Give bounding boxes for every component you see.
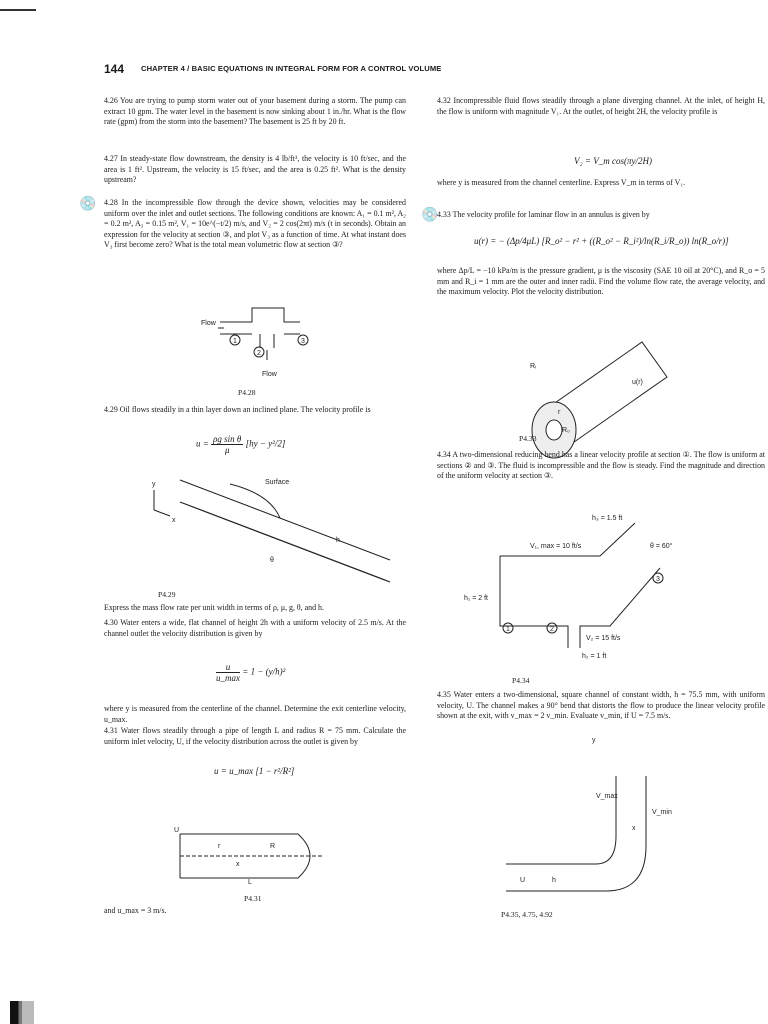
svg-text:L: L	[248, 879, 252, 886]
svg-text:y: y	[592, 737, 596, 744]
svg-text:x: x	[172, 517, 176, 524]
svg-text:θ = 60°: θ = 60°	[650, 543, 673, 550]
problem-4-32-continued: where y is measured from the channel centerline. Express V_m in terms of V₁.	[437, 178, 686, 187]
page-number: 144	[104, 62, 125, 76]
figure-p4-34	[460, 508, 690, 668]
problem-4-33: 4.33 The velocity profile for laminar flow in an annulus is given by	[437, 210, 650, 219]
svg-text:V_max: V_max	[596, 793, 618, 800]
equation-4-30: $\frac{u}{u\_\max}$ = 1 − (y/h)²	[216, 662, 286, 683]
problem-4-30-continued: where y is measured from the centerline of the channel. Determine the exit centerline velocity, u_max.	[104, 704, 406, 724]
problem-4-34: 4.34 A two-dimensional reducing bend has a linear velocity profile at section ①. The flow is uniform at sections ② and ③. The fluid is incompressible and the flow is steady. Find the magnitude and direction of the uniform velocity at section ③.	[437, 450, 765, 481]
fig428-flow-left: Flow	[201, 320, 216, 327]
problem-4-27: 4.27 In steady-state flow downstream, the density is 4 lb/ft³, the velocity is 10 ft/sec, and the area is 1 ft². Upstream, the velocity is 15 ft/sec, and the area is 0.25 ft². What is the density upstream?	[104, 154, 406, 185]
caption-p4-34: P4.34	[512, 676, 530, 685]
fig429-surface: Surface	[265, 479, 290, 486]
figure-p4-29	[150, 470, 400, 580]
problem-4-33-continued: where Δp/L = −10 kPa/m is the pressure gradient, μ is the viscosity (SAE 10 oil at 20°C), and R_o = 5 mm and R_i = 1 mm are the outer and inner radii. Find the volume flow rate, the average velocity, and the maximum velocity. Plot the velocity distribution.	[437, 266, 765, 297]
svg-text:x: x	[632, 825, 636, 832]
svg-text:h: h	[552, 877, 556, 884]
svg-text:U: U	[520, 877, 526, 884]
scan-top-mark	[0, 9, 36, 11]
problem-4-26: 4.26 You are trying to pump storm water out of your basement during a storm. The pump can extract 10 gpm. The water level in the basement is now sinking about 1 in./hr. What is the flow rate (gpm) from the storm into the basement? The basement is 25 ft by 20 ft.	[104, 96, 406, 127]
problem-4-29-continued: Express the mass flow rate per unit width in terms of ρ, μ, g, θ, and h.	[104, 603, 324, 612]
cd-disc-icon-2: 💿	[421, 208, 439, 223]
problem-4-32: 4.32 Incompressible fluid flows steadily through a plane diverging channel. At the inlet, of height H, the flow is uniform with magnitude V₁. At the outlet, of height 2H, the velocity profile is	[437, 96, 765, 116]
fig428-flow-bottom: Flow	[262, 371, 277, 378]
svg-text:h: h	[336, 537, 340, 544]
equation-4-29: u = $\frac{\text{ρg sin θ}}{\mu}$ [hy − y²/2]	[196, 434, 286, 455]
svg-text:U: U	[174, 827, 180, 834]
svg-text:θ: θ	[270, 557, 274, 564]
equation-4-32: V₂ = V_m cos(πy/2H)	[574, 156, 652, 166]
figure-p4-31	[172, 826, 332, 886]
page-header	[104, 62, 704, 80]
svg-text:2: 2	[550, 626, 554, 633]
problem-4-31: 4.31 Water flows steadily through a pipe of length L and radius R = 75 mm. Calculate the uniform inlet velocity, U, if the velocity distribution across the outlet is given by	[104, 726, 406, 746]
svg-text:R: R	[270, 843, 276, 850]
svg-text:V₁, max = 10 ft/s: V₁, max = 10 ft/s	[530, 543, 582, 550]
cd-disc-icon: 💿	[79, 197, 97, 212]
equation-4-33: u(r) = − (Δp/4μL) [R_o² − r² + ((R_o² − R_i²)/ln(R_i/R_o)) ln(R_o/r)]	[474, 236, 729, 246]
svg-text:h₂ = 1 ft: h₂ = 1 ft	[582, 653, 607, 660]
figure-p4-35	[496, 736, 686, 906]
svg-text:2: 2	[257, 350, 261, 357]
svg-text:V₂ = 15 ft/s: V₂ = 15 ft/s	[586, 635, 621, 642]
caption-p4-28: P4.28	[238, 388, 256, 397]
problem-4-30: 4.30 Water enters a wide, flat channel of height 2h with a uniform velocity of 2.5 m/s. At the channel outlet the velocity distribution is given by	[104, 618, 406, 638]
svg-text:Rᵢ: Rᵢ	[530, 363, 537, 370]
svg-text:R₀: R₀	[562, 427, 570, 434]
scan-edge-artifact	[10, 1001, 34, 1024]
svg-text:u(r): u(r)	[632, 379, 643, 386]
svg-text:1: 1	[233, 338, 237, 345]
equation-4-31: u = u_max [1 − r²/R²]	[214, 766, 295, 776]
svg-text:r: r	[218, 843, 221, 850]
caption-p4-33: P4.33	[519, 434, 537, 443]
caption-p4-29: P4.29	[158, 590, 176, 599]
svg-text:r: r	[558, 409, 561, 416]
problem-4-35: 4.35 Water enters a two-dimensional, square channel of constant width, h = 75.5 mm, with uniform velocity, U. The channel makes a 90° bend that distorts the flow to produce the linear velocity profile shown at the exit, with v_max = 2 v_min. Evaluate v_min, if U = 7.5 m/s.	[437, 690, 765, 721]
problem-4-28: 4.28 In the incompressible flow through the device shown, velocities may be considered uniform over the inlet and outlet sections. The following conditions are known: A₁ = 0.1 m², A₂ = 0.2 m², A₃ = 0.15 m², V₁ = 10e^(−t/2) m/s, and V₂ = 2 cos(2πt) m/s (t in seconds). Obtain an expression for the velocity at section ③, and plot V₃ as a function of time. At what instant does V₃ first become zero? What is the total mean volumetric flow at section ③?	[104, 198, 406, 250]
caption-p4-35: P4.35, 4.75, 4.92	[501, 910, 553, 919]
svg-text:V_min: V_min	[652, 809, 672, 816]
svg-text:3: 3	[656, 576, 660, 583]
chapter-title: CHAPTER 4 / BASIC EQUATIONS IN INTEGRAL FORM FOR A CONTROL VOLUME	[141, 64, 442, 73]
svg-text:1: 1	[506, 626, 510, 633]
caption-p4-31: P4.31	[244, 894, 262, 903]
problem-4-31-continued: and u_max = 3 m/s.	[104, 906, 167, 915]
svg-text:3: 3	[301, 338, 305, 345]
figure-p4-28	[200, 300, 330, 380]
problem-4-29: 4.29 Oil flows steadily in a thin layer down an inclined plane. The velocity profile is	[104, 405, 371, 414]
svg-text:h₁ = 2 ft: h₁ = 2 ft	[464, 595, 488, 602]
svg-text:h₃ = 1.5 ft: h₃ = 1.5 ft	[592, 515, 623, 522]
figure-p4-33	[512, 332, 672, 432]
svg-text:y: y	[152, 481, 156, 488]
svg-text:x: x	[236, 861, 240, 868]
